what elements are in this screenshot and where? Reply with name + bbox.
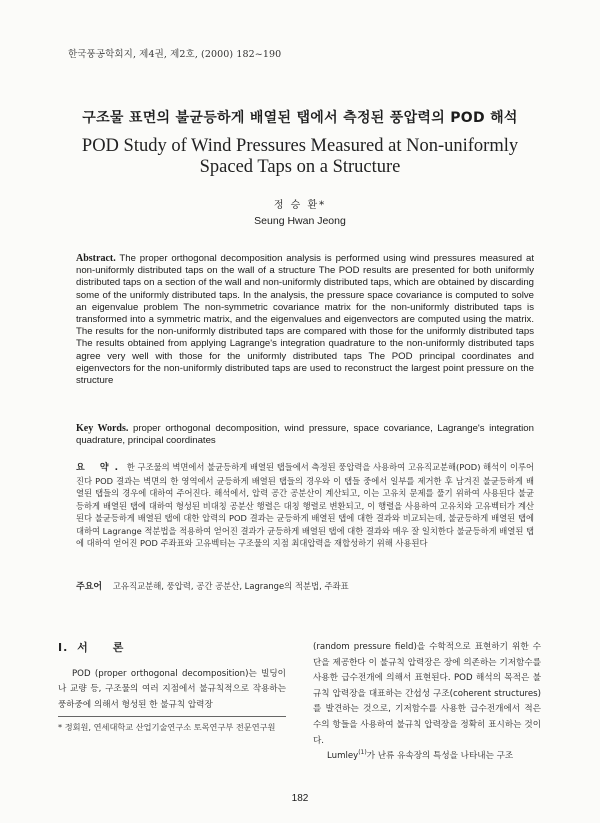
keywords-text: proper orthogonal decomposition, wind pressure, space covariance, Lagrange's integration quadrature, principal coordinates — [76, 423, 534, 447]
section-title: 서 론 — [77, 641, 125, 654]
section-heading — [58, 640, 286, 656]
author-korean: 정 승 환* — [273, 200, 327, 211]
korean-abstract-label: 요 약. — [76, 463, 125, 473]
page-number: 182 — [291, 793, 309, 804]
abstract — [76, 253, 534, 387]
english-title — [60, 136, 540, 178]
korean-abstract-text: 한 구조물의 벽면에서 불균등하게 배열된 탭들에서 측정된 풍압력을 사용하여 고유직교분해(POD) 해석이 이루어진다 POD 결과는 벽면의 한 영역에서 균등하게 배열된 탭들의 경우와 이 탭들 중에서 일부를 제거한 후 남겨진 불균등하게 배열된 탭들의 경우에 대하여 주어진다. 해석에서, 압력 공간 공분산이 계산되고, 이는 고유치 문제를 풀기 위하여 사용된다 불균등하게 배열된 탭에 대하여 형성된 비대칭 공분산 행렬은 대칭 행렬로 변환되고, 이 행렬을 사용하여 고유치와 고유벡터가 계산된다 불균등하게 배열된 탭에 대한 압력의 POD 결과는 균등하게 배열된 탭에 대한 결과와 비교되는데, 불균등하게 배열된 탭에 대하여 Lagrange 적분법을 적용하여 얻어진 결과가 균등하게 배열된 탭에 대한 결과와 매우 잘 일치한다 불균등하게 배열된 탭에 대하여 얻어진 POD 주좌표와 고유벡터는 구조물의 지점 최대압력을 재합성하기 위해 사용된다 — [76, 462, 534, 548]
right-column-paragraph-2-text: 가 난류 유속장의 특성을 나타내는 구조 — [366, 751, 514, 762]
korean-keywords — [76, 579, 534, 592]
right-column-paragraph-1: (random pressure field)을 수학적으로 표현하기 위한 수단을 제공한다 이 불규칙 압력장은 장에 의존하는 기저함수를 사용한 급수전개에 의해서 표현된다. POD 해석의 목적은 불규칙 압력장을 대표하는 간섭성 구조(coherent structures)를 발견하는 것으로, 기저함수를 사용한 급수전개에서 적은 수의 항들을 사용하여 불규칙 압력장을 정확히 표시하는 것이다. — [313, 642, 541, 746]
keywords-label: Key Words. — [76, 423, 129, 434]
korean-title: 구조물 표면의 불균등하게 배열된 탭에서 측정된 풍압력의 POD 해석 — [82, 110, 518, 126]
citation-author: Lumley — [327, 751, 359, 762]
left-column — [58, 640, 286, 713]
abstract-label: Abstract. — [76, 253, 116, 264]
right-column — [313, 640, 541, 765]
author-english: Seung Hwan Jeong — [254, 215, 346, 227]
keywords — [76, 423, 534, 447]
korean-keywords-label: 주요어 — [76, 582, 103, 592]
korean-keywords-text: 고유직교분해, 풍압력, 공간 공분산, Lagrange의 적분법, 주좌표 — [112, 581, 349, 591]
korean-abstract — [76, 461, 534, 550]
section-number: I. — [58, 641, 69, 654]
author-footnote: * 정회원, 연세대학교 산업기술연구소 토목연구부 전문연구원 — [58, 722, 276, 732]
citation-ref: (1) — [358, 749, 367, 757]
left-column-paragraph: POD (proper orthogonal decomposition)는 빌딩이나 교량 등, 구조물의 여러 지점에서 불규칙적으로 작용하는 풍하중에 의해서 형성된 한 불규칙 압력장 — [58, 668, 286, 710]
footnote-divider — [58, 716, 286, 717]
english-title-line-2: Spaced Taps on a Structure — [199, 157, 401, 177]
journal-reference: 한국풍공학회지, 제4권, 제2호, (2000) 182~190 — [68, 49, 282, 60]
right-column-paragraph-2 — [313, 749, 541, 765]
english-title-line-1: POD Study of Wind Pressures Measured at Non-uniformly — [81, 136, 519, 156]
abstract-text: The proper orthogonal decomposition analysis is performed using wind pressures measured at non-uniformly distributed taps on the wall of a structure The POD results are presented for both uniformly distributed taps on a section of the wall and non-uniformly distributed taps, which are obtained by discarding some of the uniformly distributed taps. In the analysis, the pressure space covariance is computed to solve an eigenvalue problem The non-symmetric covariance matrix for the non-uniformly distributed taps is transformed into a symmetric matrix, and the eigenvalues and eigenvectors are computed using the matrix. The results for the non-uniformly distributed taps are compared with those for the uniformly distributed taps The results obtained from applying Lagrange's integration quadrature to the non-uniformly distributed taps agree very well with those for the uniformly distributed taps The POD principal coordinates and eigenvectors for the non-uniformly distributed taps are used to reconstruct the largest point pressure on the structure — [76, 253, 534, 387]
